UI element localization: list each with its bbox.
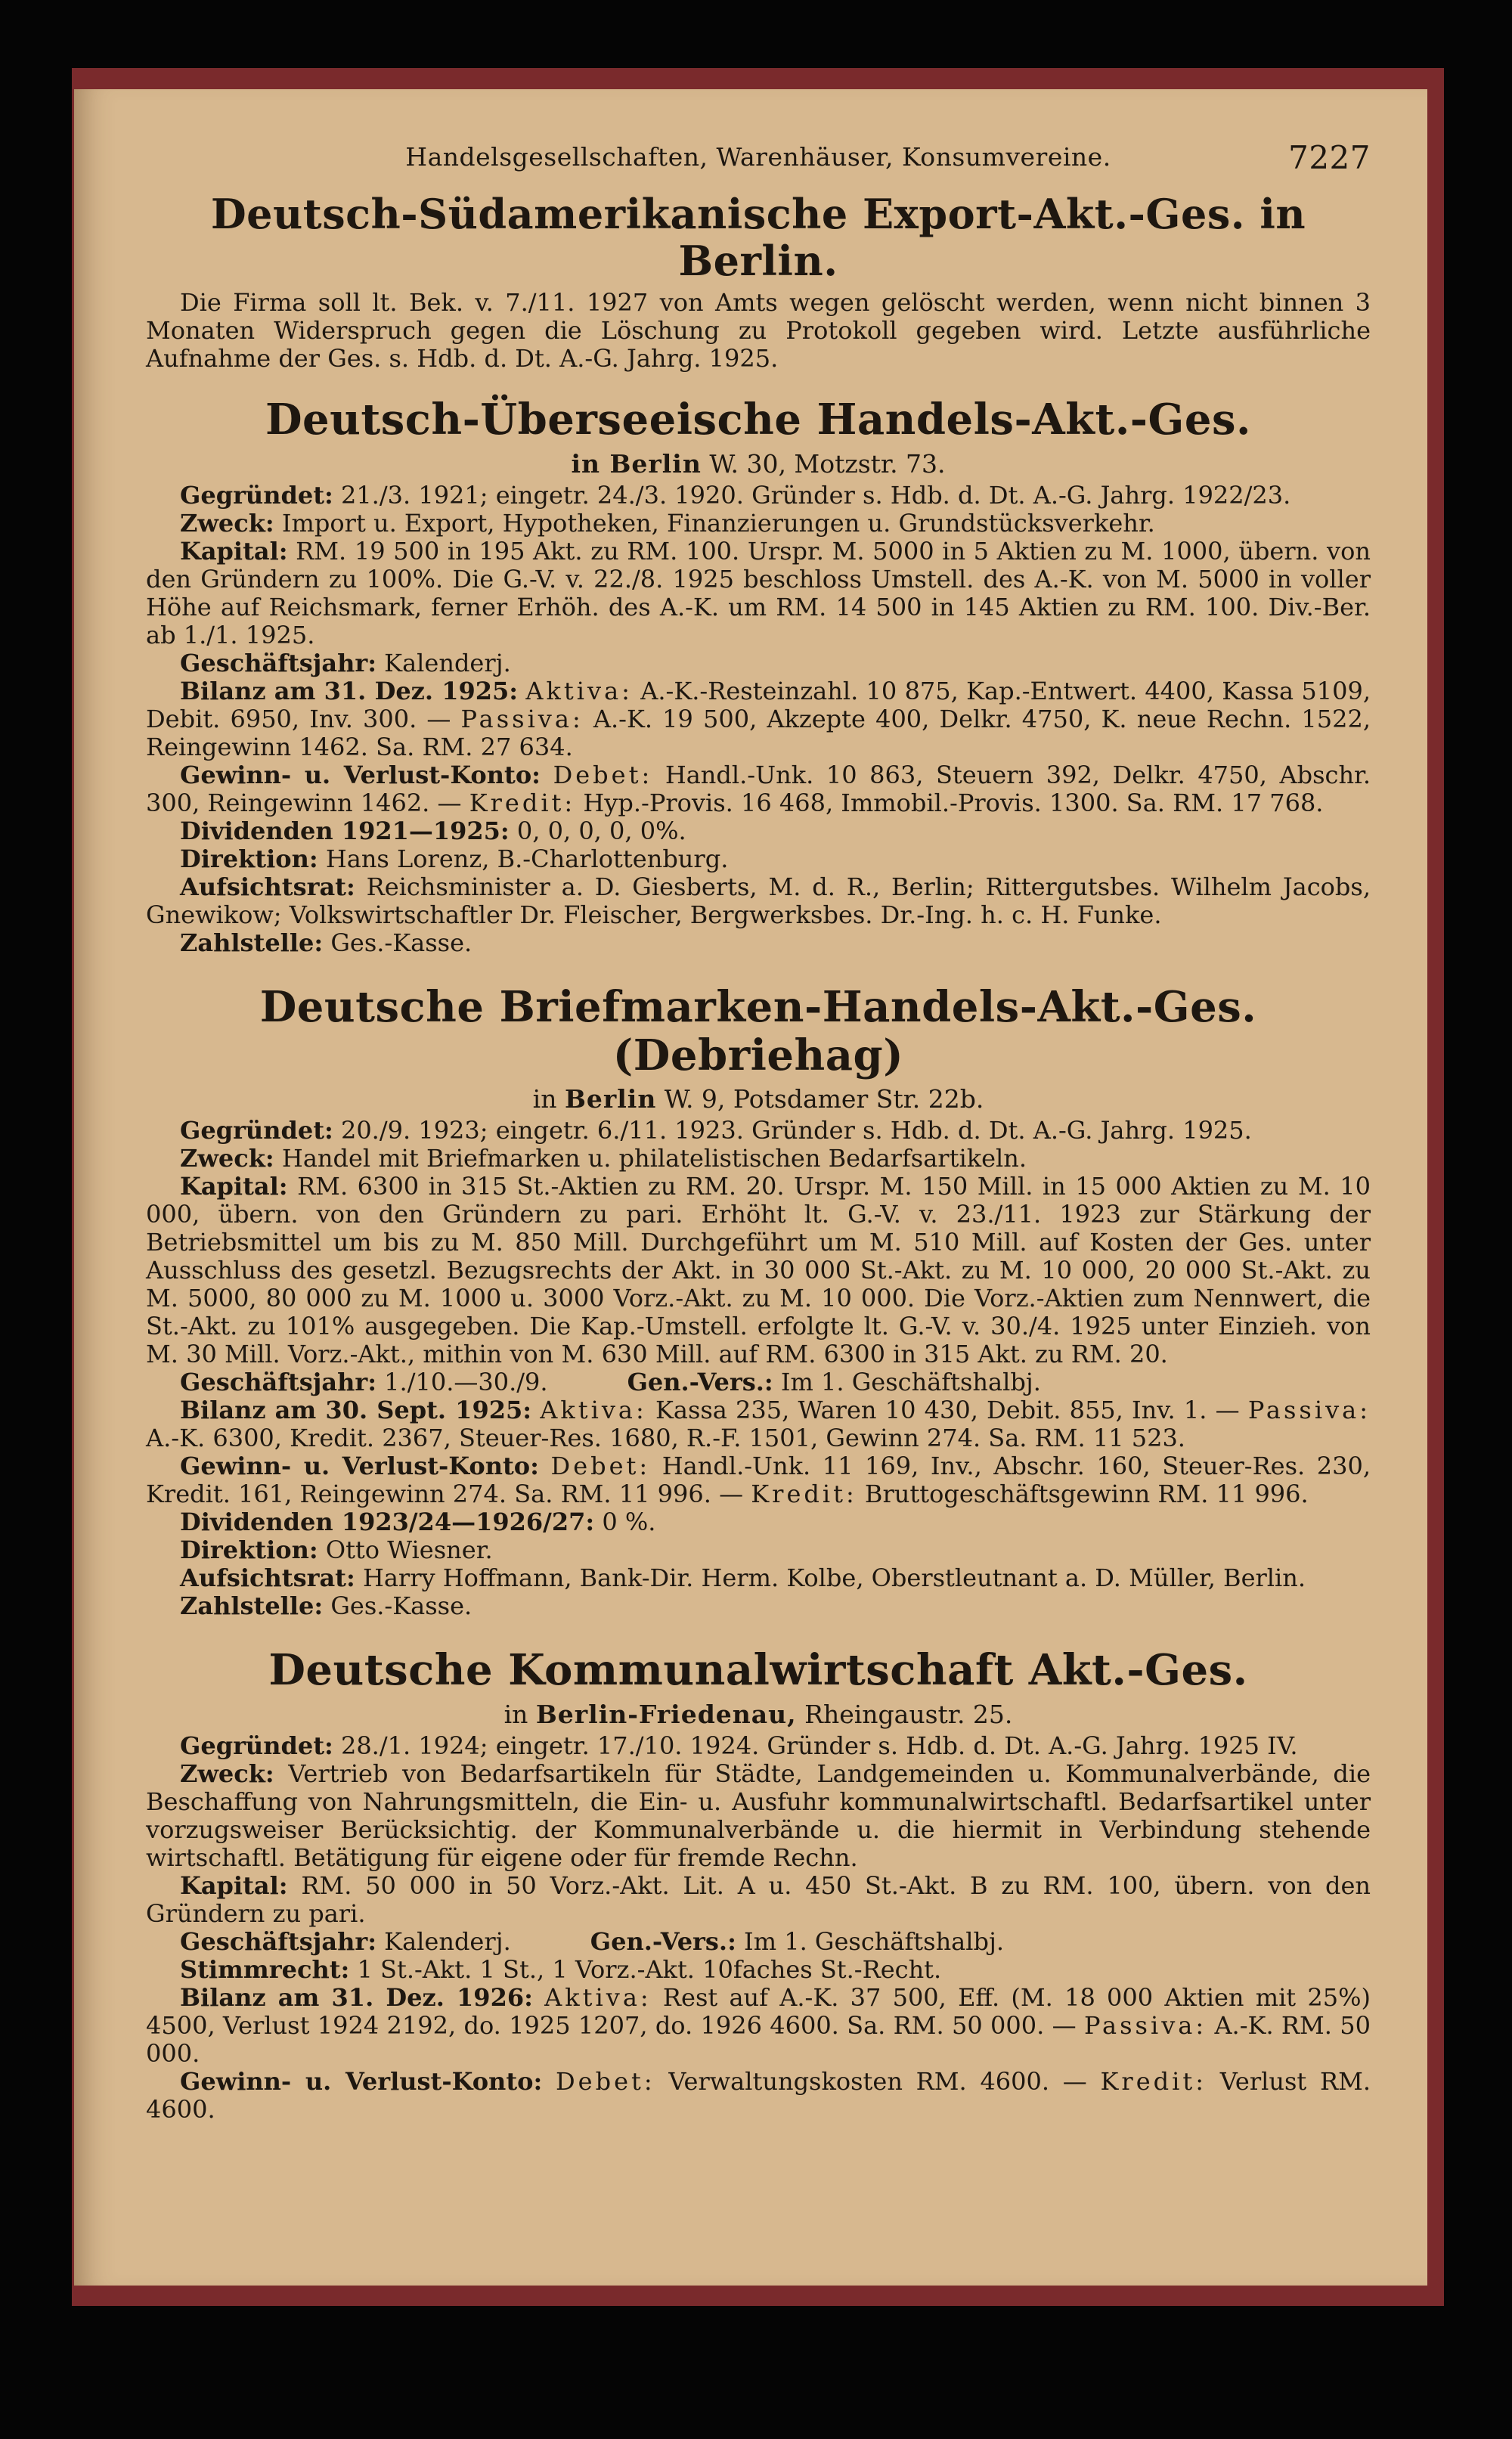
profit-loss [146, 761, 1371, 817]
purpose [146, 1145, 1371, 1173]
management [146, 1536, 1371, 1564]
credit-text: Bruttogeschäftsgewinn RM. 11 996. [857, 1480, 1309, 1509]
fiscal-year-label: Geschäftsjahr: [180, 1926, 376, 1956]
entry-title: Deutsche Briefmarken-Handels-Akt.-Ges. (Debriehag) [259, 981, 1257, 1080]
fiscal-year-text: 1./10.—30./9. [376, 1368, 548, 1397]
voting-rights-text: 1 St.-Akt. 1 St., 1 Vorz.-Akt. 10faches St.-Recht. [349, 1954, 942, 1984]
assets-text: A.-K.-Resteinzahl. 10 875, Kap.-Entwert. 4400, Kassa 5109, Debit. 6950, Inv. 300. — [146, 676, 1371, 733]
liabilities-label: Passiva: [1083, 2010, 1207, 2040]
location-address: Rheingaustr. 25. [796, 1699, 1013, 1729]
general-meeting-label: Gen.-Vers.: [590, 1926, 736, 1956]
capital [146, 538, 1371, 649]
liabilities-label: Passiva: [460, 704, 584, 733]
capital-text: RM. 6300 in 315 St.-Aktien zu RM. 20. Urspr. M. 150 Mill. in 15 000 Aktien zu M. 10 000, übern. von den Gründern zu pari. Erhöht lt. G.-V. v. 23./11. 1923 zur Stärkung der Betriebsmittel um bis zu M. 850 Mill. Durchgeführt um M. 510 Mill. auf Kosten der Ges. unter Ausschluss des gesetzl. Bezugsrechts der Akt. in 30 000 St.-Akt. zu M. 10 000, 20 000 St.-Akt. zu M. 5000, 80 000 zu M. 1000 u. 3000 Vorz.-Akt. zu M. 10 000. Die Vorz.-Aktien zum Nennwert, die St.-Akt. zu 101% ausgegeben. Die Kap.-Umstell. erfolgte lt. G.-V. v. 30./4. 1925 unter Einzieh. von M. 30 Mill. Vorz.-Akt., mithin von M. 630 Mill. auf RM. 6300 in 315 Akt. zu RM. 20. [146, 1172, 1371, 1369]
purpose-label: Zweck: [180, 1759, 274, 1788]
credit-text: Verlust RM. 4600. [146, 2066, 1371, 2124]
paying-agent-label: Zahlstelle: [180, 1591, 324, 1621]
capital-text: RM. 50 000 in 50 Vorz.-Akt. Lit. A u. 450 St.-Akt. B zu RM. 100, übern. von den Gründern zu pari. [146, 1870, 1371, 1928]
fiscal-year [146, 649, 1371, 677]
voting-rights [146, 1956, 1371, 1984]
founded [146, 1117, 1371, 1145]
balance-label: Bilanz am 31. Dez. 1926: [180, 1982, 533, 2012]
liabilities-text: A.-K. RM. 50 000. [146, 2010, 1371, 2068]
debit-label: Debet: [556, 2066, 655, 2096]
fiscal-year-meeting [146, 1928, 1371, 1956]
purpose [146, 1760, 1371, 1872]
management-text: Hans Lorenz, B.-Charlottenburg. [318, 844, 729, 873]
founded [146, 1732, 1371, 1760]
dividends-label: Dividenden 1921—1925: [180, 816, 510, 845]
assets-label: Aktiva: [540, 1396, 647, 1425]
purpose [146, 510, 1371, 538]
board-text: Reichsminister a. D. Giesberts, M. d. R., Berlin; Rittergutsbes. Wilhelm Jacobs, Gnewikow; Volkswirtschaftler Dr. Fleischer, Bergwerksbes. Dr.-Ing. h. c. H. Funke. [146, 872, 1371, 929]
liabilities-label: Passiva: [1247, 1396, 1371, 1425]
entry-title: Deutsche Kommunalwirtschaft Akt.-Ges. [268, 1645, 1248, 1696]
supervisory-board [146, 1564, 1371, 1592]
balance-sheet [146, 677, 1371, 761]
entry-location [146, 1700, 1371, 1729]
capital-label: Kapital: [180, 1172, 288, 1201]
paying-agent-text: Ges.-Kasse. [323, 1591, 472, 1621]
capital-text: RM. 19 500 in 195 Akt. zu RM. 100. Urspr. M. 5000 in 5 Aktien zu M. 1000, übern. von den Gründern zu 100%. Die G.-V. v. 22./8. 1925 beschloss Umstell. des A.-K. von M. 5000 in voller Höhe auf Reichsmark, ferner Erhöh. des A.-K. um RM. 14 500 in 145 Aktien zu RM. 100. Div.-Ber. ab 1./1. 1925. [146, 536, 1371, 649]
location-prefix: in [532, 1084, 565, 1114]
credit-text: Hyp.-Provis. 16 468, Immobil.-Provis. 1300. Sa. RM. 17 768. [575, 788, 1324, 817]
purpose-label: Zweck: [180, 1144, 274, 1173]
board-label: Aufsichtsrat: [180, 872, 355, 901]
assets-text: Kassa 235, Waren 10 430, Debit. 855, Inv. 1. — [646, 1396, 1248, 1425]
management-label: Direktion: [180, 844, 318, 873]
entry-deutsche-briefmarken [146, 983, 1371, 1621]
founded-label: Gegründet: [180, 480, 333, 510]
purpose-text: Handel mit Briefmarken u. philatelistischen Bedarfsartikeln. [274, 1144, 1027, 1173]
fiscal-year-text: Kalenderj. [376, 648, 511, 677]
supervisory-board [146, 873, 1371, 929]
entry-deutsch-suedamerikanische [146, 191, 1371, 373]
profit-loss-label: Gewinn- u. Verlust-Konto: [180, 1452, 539, 1481]
location-city: Berlin [564, 1084, 657, 1114]
founded-label: Gegründet: [180, 1731, 333, 1760]
entry-title: Deutsch-Überseeische Handels-Akt.-Ges. [265, 395, 1252, 445]
page-content [146, 139, 1371, 2124]
capital-label: Kapital: [180, 1870, 288, 1900]
entry-title: Deutsch-Südamerikanische Export-Akt.-Ges. in Berlin. [210, 190, 1306, 286]
debit-text: Handl.-Unk. 10 863, Steuern 392, Delkr. 4750, Abschr. 300, Reingewinn 1462. — [146, 760, 1371, 817]
debit-text: Verwaltungskosten RM. 4600. — [655, 2066, 1101, 2096]
debit-text: Handl.-Unk. 11 169, Inv., Abschr. 160, Steuer-Res. 230, Kredit. 161, Reingewinn 274. Sa. RM. 11 996. — [146, 1452, 1371, 1509]
running-header [146, 139, 1371, 187]
entry-deutsche-kommunalwirtschaft [146, 1646, 1371, 2123]
assets-label: Aktiva: [544, 1982, 652, 2012]
debit-label: Debet: [553, 760, 653, 789]
profit-loss [146, 2068, 1371, 2124]
management [146, 845, 1371, 873]
general-meeting-text: Im 1. Geschäftshalbj. [736, 1926, 1005, 1956]
founded [146, 482, 1371, 510]
paying-agent [146, 1592, 1371, 1620]
profit-loss [146, 1452, 1371, 1508]
credit-label: Kredit: [751, 1480, 857, 1509]
page-number: 7227 [1288, 139, 1371, 176]
profit-loss-label: Gewinn- u. Verlust-Konto: [180, 2066, 543, 2096]
capital-label: Kapital: [180, 536, 288, 566]
board-label: Aufsichtsrat: [180, 1564, 355, 1593]
credit-label: Kredit: [1100, 2066, 1207, 2096]
balance-label: Bilanz am 31. Dez. 1925: [180, 676, 519, 705]
profit-loss-label: Gewinn- u. Verlust-Konto: [180, 760, 541, 789]
book-page [74, 89, 1427, 2286]
founded-text: 21./3. 1921; eingetr. 24./3. 1920. Gründer s. Hdb. d. Dt. A.-G. Jahrg. 1922/23. [333, 480, 1291, 510]
entry-note: Die Firma soll lt. Bek. v. 7./11. 1927 von Amts wegen gelöscht werden, wenn nicht binnen 3 Monaten Widerspruch gegen die Löschung zu Protokoll gegeben wird. Letzte ausführliche Aufnahme der Ges. s. Hdb. d. Dt. A.-G. Jahrg. 1925. [146, 288, 1371, 373]
purpose-label: Zweck: [180, 508, 274, 538]
founded-label: Gegründet: [180, 1116, 333, 1145]
running-title: Handelsgesellschaften, Warenhäuser, Konsumvereine. [405, 142, 1111, 172]
voting-rights-label: Stimmrecht: [180, 1954, 350, 1984]
balance-label: Bilanz am 30. Sept. 1925: [180, 1396, 532, 1425]
fiscal-year-meeting [146, 1368, 1371, 1396]
purpose-text: Import u. Export, Hypotheken, Finanzierungen u. Grundstücksverkehr. [274, 508, 1155, 538]
entry-deutsch-ueberseeische [146, 395, 1371, 956]
purpose-text: Vertrieb von Bedarfsartikeln für Städte, Landgemeinden u. Kommunalverbände, die Beschaffung von Nahrungsmitteln, die Ein- u. Ausfuhr kommunalwirtschaftl. Bedarfsartikel unter vorzugsweiser Berücksichtig. der Kommunalverbände u. die hiermit in Verbindung stehende wirtschaftl. Betätigung für eigene oder für fremde Rechn. [146, 1759, 1371, 1872]
entry-location [146, 449, 1371, 479]
capital [146, 1173, 1371, 1368]
founded-text: 20./9. 1923; eingetr. 6./11. 1923. Gründer s. Hdb. d. Dt. A.-G. Jahrg. 1925. [333, 1116, 1252, 1145]
fiscal-year-label: Geschäftsjahr: [180, 648, 376, 677]
assets-label: Aktiva: [525, 676, 633, 705]
location-prefix: in [503, 1699, 536, 1729]
entry-location [146, 1084, 1371, 1114]
location-city: in Berlin [571, 448, 702, 479]
location-address: W. 30, Motzstr. 73. [701, 448, 946, 479]
founded-text: 28./1. 1924; eingetr. 17./10. 1924. Gründer s. Hdb. d. Dt. A.-G. Jahrg. 1925 IV. [333, 1731, 1298, 1760]
balance-sheet [146, 1984, 1371, 2068]
paying-agent-label: Zahlstelle: [180, 928, 324, 957]
balance-sheet [146, 1396, 1371, 1452]
assets-text: Rest auf A.-K. 37 500, Eff. (M. 18 000 Aktien mit 25%) 4500, Verlust 1924 2192, do. 1925 1207, do. 1926 4600. Sa. RM. 50 000. — [146, 1982, 1371, 2040]
liabilities-text: A.-K. 6300, Kredit. 2367, Steuer-Res. 1680, R.-F. 1501, Gewinn 274. Sa. RM. 11 523. [146, 1424, 1185, 1453]
capital [146, 1872, 1371, 1928]
paying-agent [146, 929, 1371, 957]
board-text: Harry Hoffmann, Bank-Dir. Herm. Kolbe, Oberstleutnant a. D. Müller, Berlin. [355, 1564, 1306, 1593]
paying-agent-text: Ges.-Kasse. [323, 928, 472, 957]
dividends-text: 0 %. [594, 1508, 656, 1537]
fiscal-year-label: Geschäftsjahr: [180, 1368, 376, 1397]
debit-label: Debet: [550, 1452, 651, 1481]
general-meeting-text: Im 1. Geschäftshalbj. [773, 1368, 1041, 1397]
fiscal-year-text: Kalenderj. [376, 1926, 511, 1956]
liabilities-text: A.-K. 19 500, Akzepte 400, Delkr. 4750, K. neue Rechn. 1522, Reingewinn 1462. Sa. RM. 27 634. [146, 704, 1371, 761]
management-label: Direktion: [180, 1536, 318, 1565]
credit-label: Kredit: [469, 788, 576, 817]
dividends-text: 0, 0, 0, 0, 0%. [509, 816, 686, 845]
dividends-label: Dividenden 1923/24—1926/27: [180, 1508, 595, 1537]
management-text: Otto Wiesner. [318, 1536, 493, 1565]
dividends [146, 817, 1371, 845]
general-meeting-label: Gen.-Vers.: [627, 1368, 773, 1397]
location-city: Berlin-Friedenau, [535, 1699, 797, 1729]
dividends [146, 1508, 1371, 1536]
location-address: W. 9, Potsdamer Str. 22b. [656, 1084, 984, 1114]
